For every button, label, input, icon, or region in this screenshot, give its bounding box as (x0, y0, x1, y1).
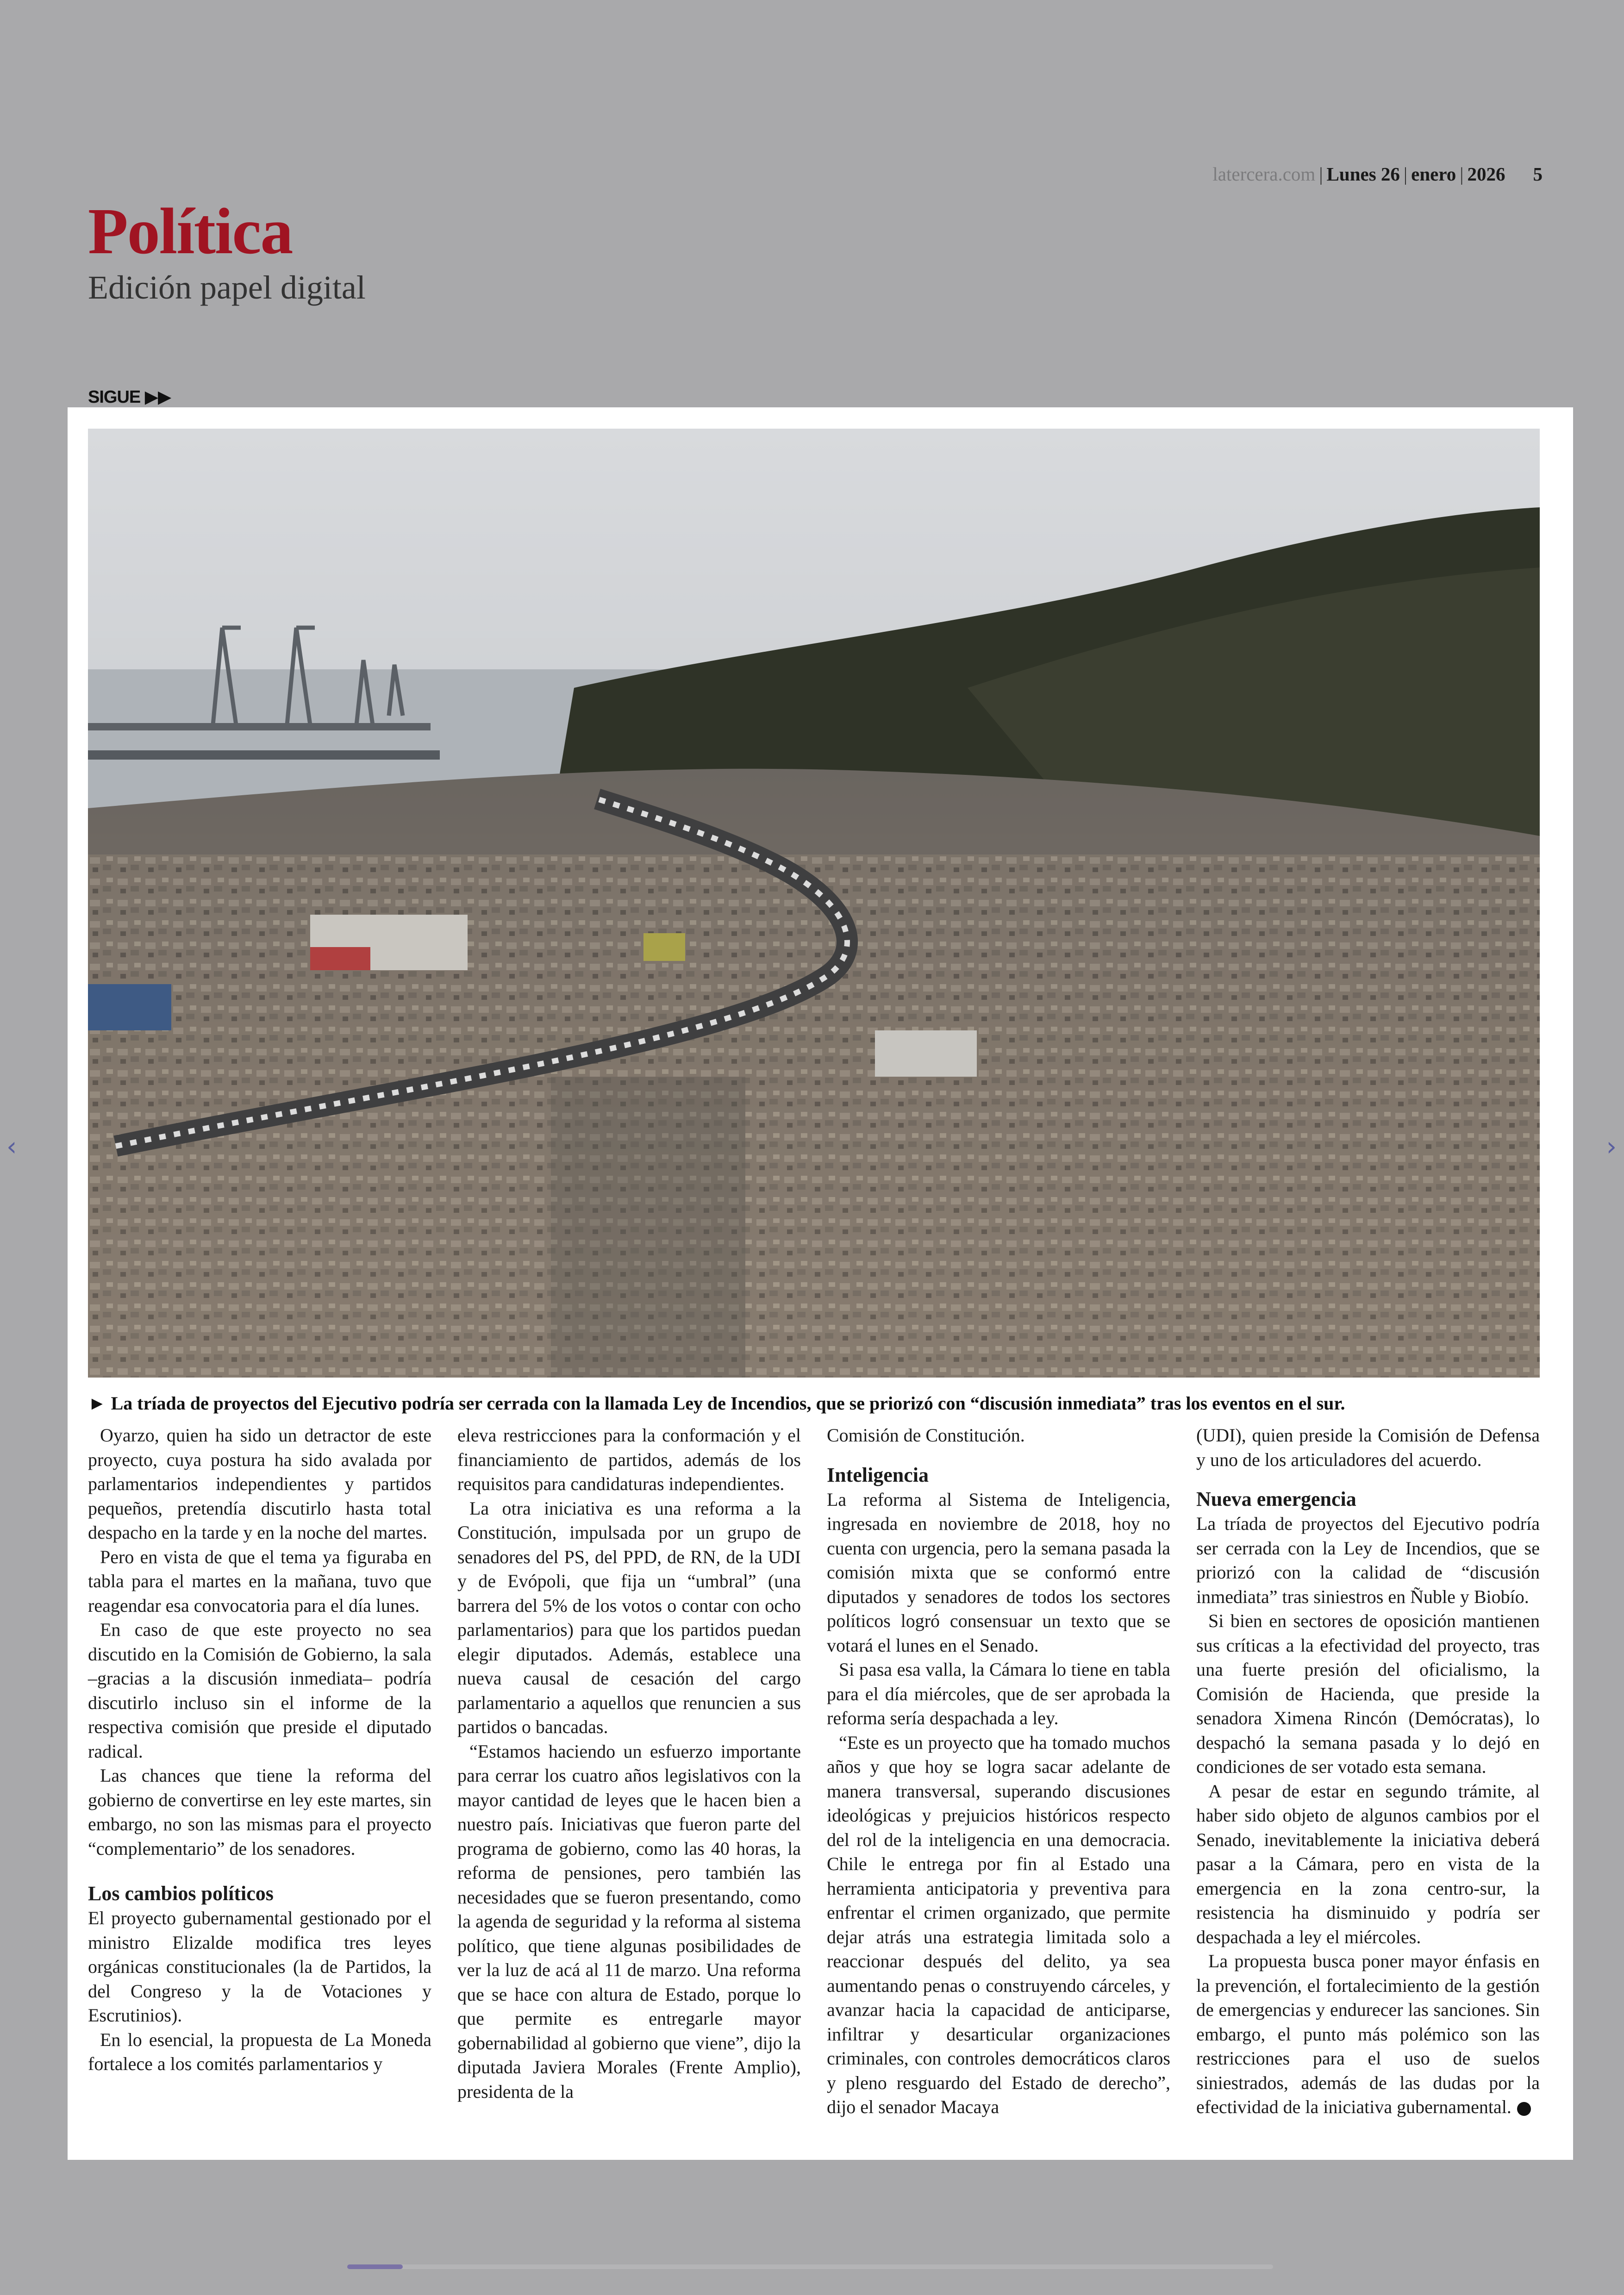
paragraph (1196, 1949, 1540, 2120)
article-column-2 (457, 1423, 801, 2127)
paragraph: Oyarzo, quien ha sido un detractor de este proyecto, cuya postura ha sido avalada por parlamentarios independientes y partidos pequeños, pretendía discutirlo hasta total despacho en la tarde y en la noche del martes. (88, 1425, 431, 1543)
newspaper-page (68, 407, 1573, 2160)
paragraph: En caso de que este proyecto no sea discutido en la Comisión de Gobierno, la sala –gracias a la discusión inmediata– podría discutirlo incluso sin el informe de la respectiva comisión que preside el diputado radical. (88, 1619, 431, 1762)
article-body (88, 1423, 1540, 2127)
paragraph: Si bien en sectores de oposición mantienen sus críticas a la efectividad del proyecto, tras una fuerte presión del oficialismo, la Comisión de Hacienda, que preside la senadora Ximena Rincón (Demócratas), lo despachó la semana pasada y lo dejó en condiciones de ser votado esta semana. (1196, 1610, 1540, 1777)
paragraph: “Estamos haciendo un esfuerzo importante para cerrar los cuatro años legislativos con la mayor cantidad de leyes que le hacen bien a nuestro país. Iniciativas que fueron parte del programa de gobierno, como las 40 horas, la reforma de pensiones, pero también las necesidades que se fueron presentando, como la agenda de seguridad y la reforma al sistema político, que tiene algunas posibilidades de ver la luz de acá al 11 de marzo. Una reforma que se hace con altura de Estado, porque lo que permite es entregarle mayor gobernabilidad al gobierno que viene”, dijo la diputada Javiera Morales (Frente Amplio), presidenta de la (457, 1740, 801, 2102)
paragraph: La reforma al Sistema de Inteligencia, ingresada en noviembre de 2018, hoy no cuenta con urgencia, pero la semana pasada la comisión mixta que se conformó entre diputados y senadores de todos los sectores políticos logró consensuar un texto que se votará el lunes en el Senado. (827, 1489, 1170, 1656)
section-subtitle: Edición papel digital (88, 269, 366, 306)
article-column-1 (88, 1423, 431, 2127)
page-header-meta: latercera.com | Lunes 26 | enero | 2026 5 (1212, 163, 1543, 185)
subheading-nueva-emergencia: Nueva emergencia (1196, 1488, 1356, 1510)
subheading-inteligencia: Inteligencia (827, 1463, 929, 1486)
photo-caption: ► La tríada de proyectos del Ejecutivo podría ser cerrada con la llamada Ley de Incendios, que se priorizó con “discusión inmediata” tras los eventos en el sur. (88, 1393, 1345, 1414)
paragraph: “Este es un proyecto que ha tomado muchos años y que hoy se logra sacar adelante de manera transversal, superando discusiones ideológicas y prejuicios históricos respecto del rol de la inteligencia en una democracia. Chile le entrega por fin al Estado una herramienta anticipatoria y preventiva para enfrentar el crimen organizado, que permite dejar atrás una estrategia limitada solo a reaccionar después del delito, ya sea aumentando penas o construyendo cárceles, y avanzar hacia la capacidad de anticiparse, infiltrar y desarticular organizaciones criminales, con controles democráticos claros y pleno resguardo del Estado de derecho”, dijo el senador Macaya (827, 1732, 1170, 2117)
paragraph: Si pasa esa valla, la Cámara lo tiene en tabla para el día miércoles, que de ser aprobada la reforma sería despachada a ley. (827, 1659, 1170, 1728)
section-title: Política (88, 194, 293, 268)
reading-progress-fill (347, 2264, 403, 2269)
chevron-right-icon[interactable]: › (1606, 1132, 1617, 1162)
continue-label: SIGUE ▶▶ (88, 387, 171, 407)
paragraph: A pesar de estar en segundo trámite, al haber sido objeto de algunos cambios por el Senado, inevitablemente la iniciativa deberá pasar a la Cámara, pero en vista de la emergencia en la zona centro-sur, la resistencia ha disminuido y podría ser despachada a ley el miércoles. (1196, 1780, 1540, 1947)
paragraph: En lo esencial, la propuesta de La Moneda fortalece a los comités parlamentarios y (88, 2029, 431, 2074)
paragraph: (UDI), quien preside la Comisión de Defensa y uno de los articuladores del acuerdo. (1196, 1425, 1540, 1470)
reading-progress-bar[interactable] (347, 2264, 1273, 2269)
paragraph: Las chances que tiene la reforma del gobierno de convertirse en ley este martes, sin embargo, no son las mismas para el proyecto “complementario” de los senadores. (88, 1765, 431, 1859)
article-column-4 (1196, 1423, 1540, 2127)
article-column-3 (827, 1423, 1170, 2127)
header-day: Lunes 26 (1326, 163, 1400, 185)
subheading-cambios-politicos: Los cambios políticos (88, 1882, 274, 1905)
page-number: 5 (1533, 163, 1543, 185)
paragraph: eleva restricciones para la conformación y el financiamiento de partidos, además de los requisitos para candidaturas independientes. (457, 1425, 801, 1494)
article-photo[interactable] (88, 429, 1540, 1378)
paragraph: La tríada de proyectos del Ejecutivo podría ser cerrada con la Ley de Incendios, que se priorizó con la calidad de “discusión inmediata” tras siniestros en Ñuble y Biobío. (1196, 1513, 1540, 1607)
header-year: 2026 (1467, 163, 1505, 185)
paragraph: El proyecto gubernamental gestionado por el ministro Elizalde modifica tres leyes orgánicas constitucionales (la de Partidos, la del Congreso y la de Votaciones y Escrutinios). (88, 1908, 431, 2026)
site-name: latercera.com (1212, 163, 1316, 185)
paragraph: Pero en vista de que el tema ya figuraba en tabla para el martes en la mañana, tuvo que reagendar esa convocatoria para el día lunes. (88, 1546, 431, 1616)
paragraph-text: La propuesta busca poner mayor énfasis en la prevención, el fortalecimiento de la gestión de emergencias y endurecer las sanciones. Sin embargo, el punto más polémico son las restricciones para el uso de suelos siniestrados, además de las dudas por la efectividad de la iniciativa gubernamental. (1196, 1951, 1540, 2117)
paragraph: La otra iniciativa es una reforma a la Constitución, impulsada por un grupo de senadores del PS, del PPD, de RN, de la UDI y de Evópoli, que fija un “umbral” (una barrera del 5% de los votos o contar con ocho parlamentarios) para que los partidos puedan elegir diputados. Además, establece una nueva causal de cesación del cargo parlamentario a aquellos que renuncien a sus partidos o bancadas. (457, 1497, 801, 1737)
chevron-left-icon[interactable]: ‹ (6, 1132, 17, 1162)
header-month: enero (1411, 163, 1456, 185)
end-mark-icon (1517, 2102, 1531, 2116)
paragraph: Comisión de Constitución. (827, 1425, 1025, 1446)
aerial-fire-photo (88, 429, 1540, 1378)
